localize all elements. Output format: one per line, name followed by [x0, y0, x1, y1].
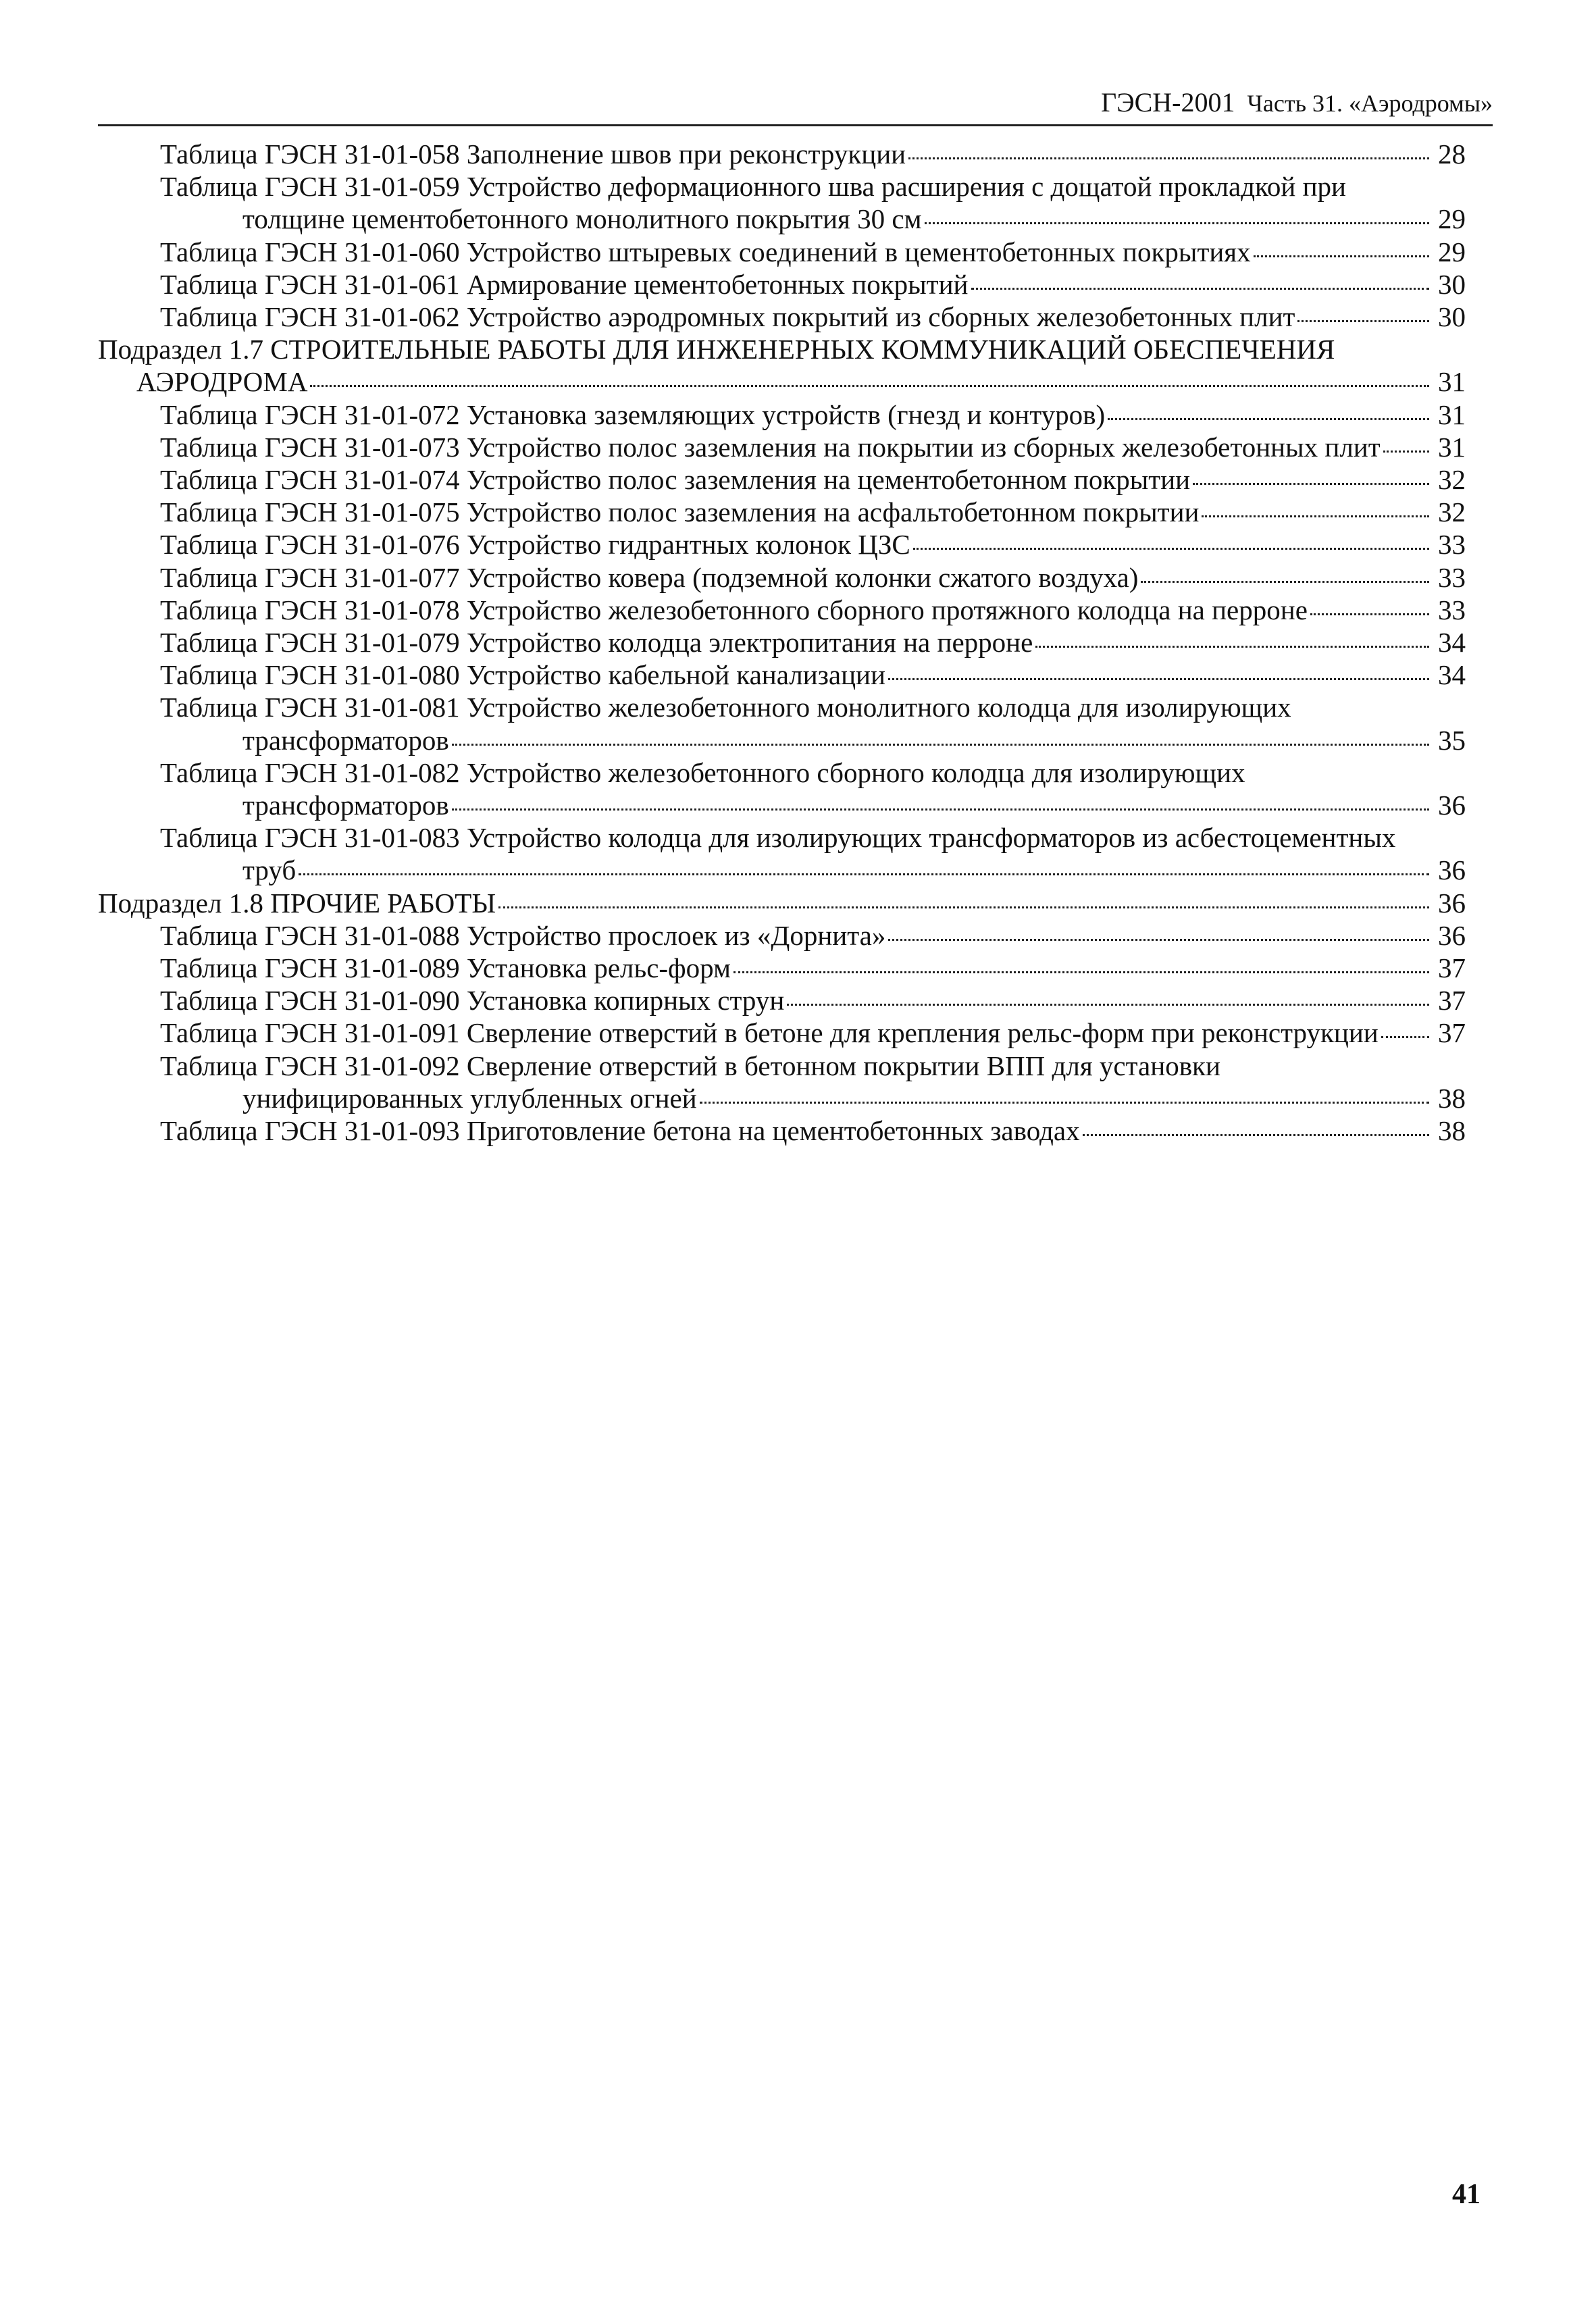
toc-page-number: 36	[1438, 887, 1466, 919]
toc-page-number: 38	[1438, 1115, 1466, 1147]
toc-entry-text: трансформаторов	[242, 790, 449, 821]
toc-page-number: 31	[1438, 431, 1466, 463]
toc-table-entry	[98, 1114, 1466, 1147]
dot-leader	[1381, 1036, 1429, 1038]
toc-entry-text: Таблица ГЭСН 31-01-082 Устройство железобетонного сборного колодца для изолирующих	[160, 756, 1245, 788]
toc-page-number: 32	[1438, 464, 1466, 496]
toc-entry-text: АЭРОДРОМА	[136, 366, 308, 398]
toc-table-entry	[98, 1017, 1466, 1049]
dot-leader	[787, 1004, 1429, 1006]
toc-table-entry	[98, 431, 1466, 463]
toc-entry-text: Таблица ГЭСН 31-01-090 Установка копирных струн	[160, 985, 785, 1017]
toc-entry-text: трансформаторов	[242, 724, 449, 756]
toc-page-number: 30	[1438, 301, 1466, 333]
dot-leader	[299, 873, 1429, 875]
running-header	[1054, 86, 1493, 120]
toc-table-entry	[98, 1050, 1466, 1114]
toc-table-entry	[98, 561, 1466, 594]
toc-page-number: 38	[1438, 1082, 1466, 1114]
toc-table-entry	[98, 236, 1466, 268]
toc-entry-text: Таблица ГЭСН 31-01-072 Установка заземляющих устройств (гнезд и контуров)	[160, 398, 1106, 430]
toc-page-number: 37	[1438, 985, 1466, 1017]
toc-table-entry	[98, 170, 1466, 235]
dot-leader	[452, 744, 1429, 746]
dot-leader	[1035, 646, 1429, 648]
toc-page-number: 33	[1438, 594, 1466, 625]
toc-entry-text: Таблица ГЭСН 31-01-079 Устройство колодца электропитания на перроне	[160, 627, 1033, 659]
toc-page-number: 30	[1438, 268, 1466, 300]
dot-leader	[452, 808, 1429, 811]
dot-leader	[888, 939, 1429, 941]
toc-entry-text: Таблица ГЭСН 31-01-093 Приготовление бетона на цементобетонных заводах	[160, 1115, 1080, 1147]
toc-entry-text: Таблица ГЭСН 31-01-058 Заполнение швов при реконструкции	[160, 138, 906, 170]
toc-entry-text: унифицированных углубленных огней	[242, 1082, 697, 1114]
toc-table-entry	[98, 952, 1466, 984]
toc-page-number: 37	[1438, 1017, 1466, 1049]
toc-entry-text: Таблица ГЭСН 31-01-059 Устройство деформационного шва расширения с дощатой прокладкой при	[160, 171, 1346, 203]
toc-entry-text: Таблица ГЭСН 31-01-083 Устройство колодца для изолирующих трансформаторов из асбестоцементных	[160, 822, 1396, 854]
toc-table-entry	[98, 659, 1466, 691]
toc-entry-text: Таблица ГЭСН 31-01-075 Устройство полос заземления на асфальтобетонном покрытии	[160, 496, 1200, 528]
toc-entry-text: Таблица ГЭСН 31-01-091 Сверление отверстий в бетоне для крепления рельс-форм при реконструкции	[160, 1017, 1379, 1049]
toc-page-number: 34	[1438, 627, 1466, 659]
toc-page-number: 36	[1438, 790, 1466, 821]
table-of-contents	[98, 138, 1466, 1147]
dot-leader	[1383, 451, 1429, 453]
toc-page-number: 37	[1438, 952, 1466, 984]
toc-page-number: 29	[1438, 203, 1466, 235]
toc-page-number: 29	[1438, 236, 1466, 267]
toc-page-number: 35	[1438, 724, 1466, 756]
toc-page-number: 34	[1438, 659, 1466, 691]
dot-leader	[498, 906, 1429, 908]
dot-leader	[700, 1102, 1429, 1104]
toc-page-number: 36	[1438, 919, 1466, 951]
header-rule	[98, 124, 1493, 126]
toc-entry-text: Таблица ГЭСН 31-01-060 Устройство штыревых соединений в цементобетонных покрытиях	[160, 236, 1251, 267]
toc-entry-text: Таблица ГЭСН 31-01-073 Устройство полос заземления на покрытии из сборных железобетонных плит	[160, 431, 1381, 463]
toc-table-entry	[98, 594, 1466, 626]
toc-subsection-entry	[98, 887, 1466, 919]
toc-page-number: 36	[1438, 854, 1466, 886]
toc-page-number: 32	[1438, 496, 1466, 528]
dot-leader	[1310, 613, 1429, 615]
toc-table-entry	[98, 821, 1466, 886]
toc-entry-text: Подраздел 1.8 ПРОЧИЕ РАБОТЫ	[98, 887, 496, 919]
toc-entry-text: Таблица ГЭСН 31-01-061 Армирование цементобетонных покрытий	[160, 268, 969, 300]
dot-leader	[971, 288, 1430, 290]
toc-entry-text: Таблица ГЭСН 31-01-078 Устройство железобетонного сборного протяжного колодца на перроне	[160, 594, 1308, 625]
toc-page-number: 28	[1438, 138, 1466, 170]
toc-entry-text: Подраздел 1.7 СТРОИТЕЛЬНЫЕ РАБОТЫ ДЛЯ ИНЖЕНЕРНЫХ КОММУНИКАЦИЙ ОБЕСПЕЧЕНИЯ	[98, 334, 1335, 365]
toc-table-entry	[98, 301, 1466, 333]
toc-table-entry	[98, 919, 1466, 952]
page-number: 41	[1452, 2179, 1481, 2210]
toc-table-entry	[98, 496, 1466, 528]
header-doc-code: ГЭСН-2001	[1101, 87, 1235, 118]
dot-leader	[1202, 515, 1429, 517]
toc-page-number: 31	[1438, 398, 1466, 430]
header-part-title: Часть 31. «Аэродромы»	[1247, 90, 1493, 117]
toc-entry-text: Таблица ГЭСН 31-01-088 Устройство прослоек из «Дорнита»	[160, 919, 886, 951]
dot-leader	[733, 971, 1429, 973]
toc-table-entry	[98, 398, 1466, 431]
toc-entry-text: Таблица ГЭСН 31-01-062 Устройство аэродромных покрытий из сборных железобетонных плит	[160, 301, 1295, 333]
toc-entry-text: Таблица ГЭСН 31-01-077 Устройство ковера (подземной колонки сжатого воздуха)	[160, 561, 1139, 593]
dot-leader	[1254, 255, 1429, 257]
toc-entry-text: Таблица ГЭСН 31-01-092 Сверление отверстий в бетонном покрытии ВПП для установки	[160, 1050, 1220, 1081]
toc-page-number: 33	[1438, 529, 1466, 561]
toc-table-entry	[98, 984, 1466, 1017]
dot-leader	[310, 385, 1429, 387]
toc-page-number: 31	[1438, 366, 1466, 398]
toc-subsection-entry	[98, 333, 1466, 398]
toc-table-entry	[98, 756, 1466, 821]
dot-leader	[888, 678, 1429, 680]
toc-table-entry	[98, 528, 1466, 561]
toc-table-entry	[98, 268, 1466, 301]
dot-leader	[1108, 418, 1429, 420]
dot-leader	[925, 222, 1429, 224]
toc-table-entry	[98, 138, 1466, 170]
dot-leader	[1083, 1134, 1429, 1136]
dot-leader	[1193, 483, 1429, 485]
toc-entry-text: Таблица ГЭСН 31-01-076 Устройство гидрантных колонок ЦЗС	[160, 529, 910, 561]
toc-table-entry	[98, 691, 1466, 756]
toc-entry-text: толщине цементобетонного монолитного покрытия 30 см	[242, 203, 922, 235]
toc-table-entry	[98, 626, 1466, 659]
dot-leader	[1297, 320, 1429, 322]
toc-entry-text: Таблица ГЭСН 31-01-081 Устройство железобетонного монолитного колодца для изолирующих	[160, 692, 1291, 723]
toc-page-number: 33	[1438, 561, 1466, 593]
toc-entry-text: Таблица ГЭСН 31-01-089 Установка рельс-форм	[160, 952, 731, 984]
toc-entry-text: Таблица ГЭСН 31-01-080 Устройство кабельной канализации	[160, 659, 885, 691]
toc-entry-text: труб	[242, 854, 297, 886]
toc-table-entry	[98, 463, 1466, 496]
dot-leader	[908, 157, 1429, 159]
dot-leader	[913, 548, 1429, 550]
dot-leader	[1141, 581, 1429, 583]
toc-entry-text: Таблица ГЭСН 31-01-074 Устройство полос заземления на цементобетонном покрытии	[160, 464, 1191, 496]
